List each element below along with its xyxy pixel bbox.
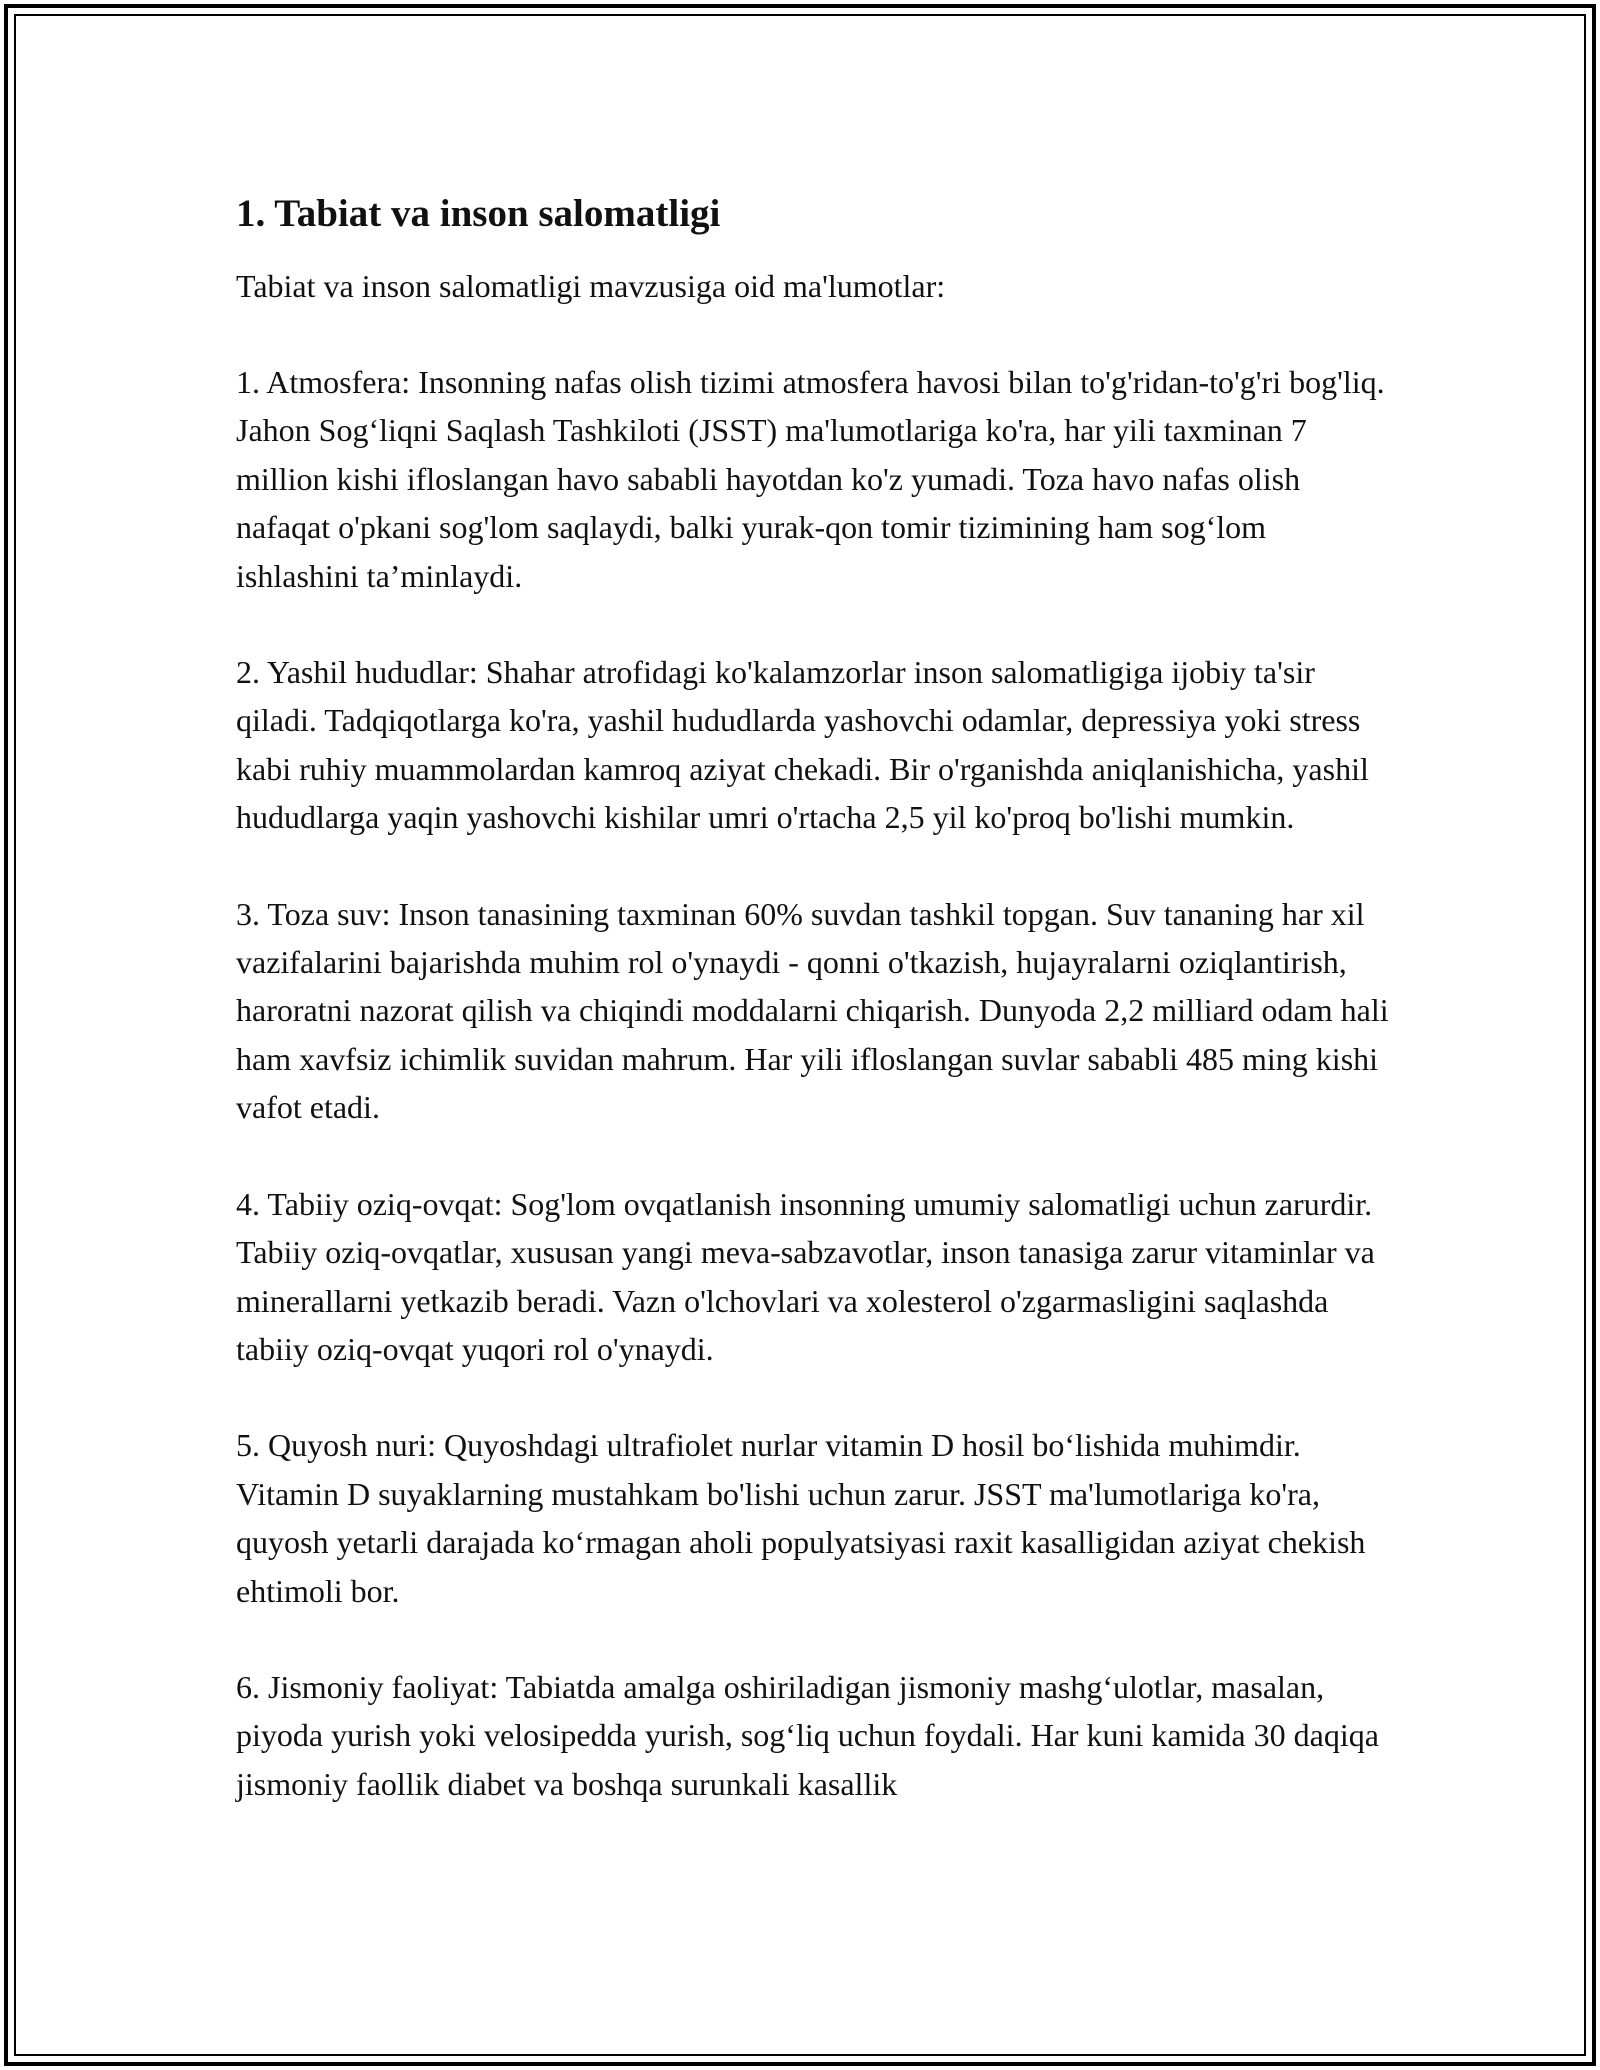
intro-paragraph: Tabiat va inson salomatligi mavzusiga oid ma'lumotlar: (236, 268, 946, 304)
paragraph-jismoniy-faoliyat: 6. Jismoniy faoliyat: Tabiatda amalga oshiriladigan jismoniy mashg‘ulotlar, masalan, piyoda yurish yoki velosipedda yurish, sog‘liq uchun foydali. Har kuni kamida 30 daqiqa jismoniy faollik diabet va boshqa surunkali kasallik (236, 1668, 1379, 1802)
document-page (236, 188, 1396, 1808)
paragraph-quyosh-nuri: 5. Quyosh nuri: Quyoshdagi ultrafiolet nurlar vitamin D hosil bo‘lishida muhimdir. Vitamin D suyaklarning mustahkam bo'lishi uchun zarur. JSST ma'lumotlariga ko'ra, quyosh yetarli darajada ko‘rmagan aholi populyatsiyasi raxit kasalligidan aziyat chekish ehtimoli bor. (236, 1427, 1366, 1609)
paragraph-tabiiy-oziq-ovqat: 4. Tabiiy oziq-ovqat: Sog'lom ovqatlanish insonning umumiy salomatligi uchun zarurdir. Tabiiy oziq-ovqatlar, xususan yangi meva-sabzavotlar, inson tanasiga zarur vitaminlar va minerallarni yetkazib beradi. Vazn o'lchovlari va xolesterol o'zgarmasligini saqlashda tabiiy oziq-ovqat yuqori rol o'ynaydi. (236, 1185, 1375, 1367)
document-title: 1. Tabiat va inson salomatligi (236, 192, 721, 235)
paragraph-atmosfera: 1. Atmosfera: Insonning nafas olish tizimi atmosfera havosi bilan to'g'ridan-to'g'ri bog'liq. Jahon Sog‘liqni Saqlash Tashkiloti (JSST) ma'lumotlariga ko'ra, har yili taxminan 7 million kishi ifloslangan havo sababli hayotdan ko'z yumadi. Toza havo nafas olish nafaqat o'pkani sog'lom saqlaydi, balki yurak-qon tomir tizimining ham sog‘lom ishlashini ta’minlaydi. (236, 364, 1385, 594)
paragraph-yashil-hududlar: 2. Yashil hududlar: Shahar atrofidagi ko'kalamzorlar inson salomatligiga ijobiy ta'sir qiladi. Tadqiqotlarga ko'ra, yashil hududlarda yashovchi odamlar, depressiya yoki stress kabi ruhiy muammolardan kamroq aziyat chekadi. Bir o'rganishda aniqlanishicha, yashil hududlarga yaqin yashovchi kishilar umri o'rtacha 2,5 yil ko'proq bo'lishi mumkin. (236, 654, 1369, 836)
paragraph-toza-suv: 3. Toza suv: Inson tanasining taxminan 60% suvdan tashkil topgan. Suv tananing har xil vazifalarini bajarishda muhim rol o'ynaydi - qonni o'tkazish, hujayralarni oziqlantirish, haroratni nazorat qilish va chiqindi moddalarni chiqarish. Dunyoda 2,2 milliard odam hali ham xavfsiz ichimlik suvidan mahrum. Har yili ifloslangan suvlar sababli 485 ming kishi vafot etadi. (236, 895, 1389, 1126)
